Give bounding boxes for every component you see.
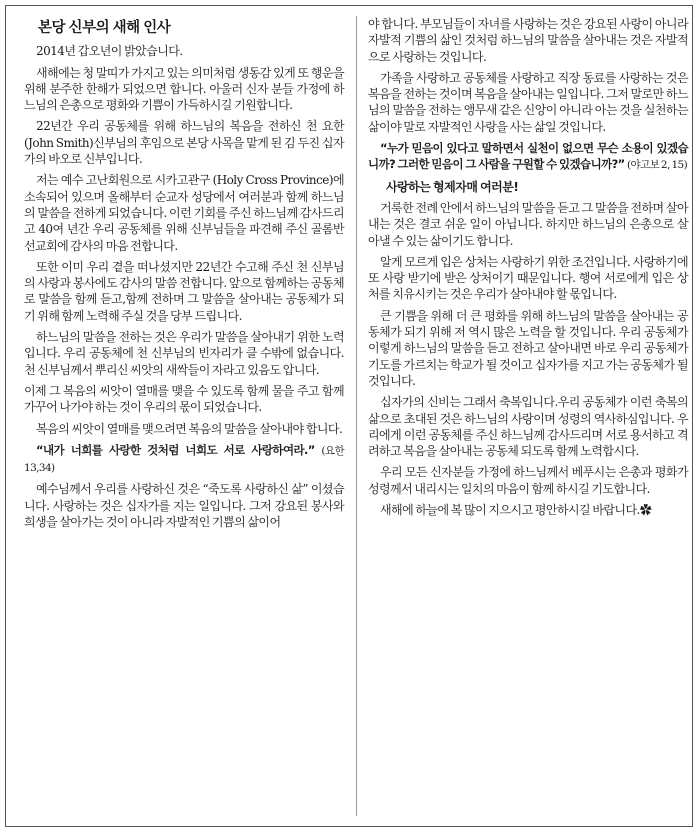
scripture-quote-james: [368, 140, 688, 174]
paragraph-thanks: 또한 이미 우리 곁을 떠나셨지만 22년간 수고해 주신 천 신부님의 사랑과 봉사에도 감사의 말씀 전합니다. 앞으로 함께하는 공동체로 말씀을 함께 듣고,함께 전하며 그 말씀을 살아내는 공동체가 되기 위해 함께 노력해 주실 것을 당부 드립니다.: [24, 259, 344, 323]
paragraph-effort: 큰 기쁨을 위해 더 큰 평화를 위해 하느님의 말씀을 살아내는 공동체가 되기 위해 저 역시 많은 노력을 할 것입니다. 우리 공동체가 이렇게 하느님의 말씀을 듣고 전하고 살아내면 바로 우리 공동체가 기도를 가르치는 학교가 될 것이고 십자가를 지고 가는 공동체가 될 것입니다.: [368, 308, 688, 388]
scripture-quote-john: [24, 442, 344, 477]
paragraph-liturgy: 거룩한 전례 안에서 하느님의 말씀을 듣고 그 말씀을 전하며 살아내는 것은 결코 쉬운 일이 아닙니다. 하지만 하느님의 은총으로 살아낼 수 있는 삶이기도 합니다.: [368, 200, 688, 248]
subheading: 사랑하는 형제자매 여러분!: [386, 179, 519, 194]
paragraph-introduction: 22년간 우리 공동체를 위해 하느님의 복음을 전하신 천 요한(John Smith)신부님의 후임으로 본당 사목을 맡게 된 김 두진 십자가의 바오로 신부입니다.: [24, 119, 344, 167]
quote-reference: (요한 13,34): [24, 444, 344, 475]
quote-reference: (야고보 2, 15): [627, 159, 688, 172]
bulletin-page: [5, 5, 693, 827]
paragraph-loving-family: 가족을 사랑하고 공동체를 사랑하고 직장 동료를 사랑하는 것은 복음을 전하는 것이며 복음을 살아내는 일입니다. 그저 말로만 하느님의 말씀을 전하는 앵무새 같은 신앙이 아니라 아는 것을 실천하는 삶이야 말로 자발적인 사랑을 사는 삶일 것입니다.: [368, 70, 688, 134]
paragraph-wounds: 알게 모르게 입은 상처는 사랑하기 위한 조건입니다. 사랑하기에 또 사랑 받기에 받은 상처이기 때문입니다. 행여 서로에게 입은 상처를 치유시키는 것은 우리가 살아내야 할 몫입니다.: [368, 254, 688, 302]
paragraph-new-year-wish: 새해에는 청 말띠가 가지고 있는 의미처럼 생동감 있게 또 행운을 위해 분주한 한해가 되었으면 합니다. 아울러 신자 분들 가정에 하느님의 은총으로 평화와 기쁨이 가득하시길 기원합니다.: [24, 65, 344, 113]
paragraph-jesus-love: 예수님께서 우리를 사랑하신 것은 “죽도록 사랑하신 삶” 이셨습니다. 사랑하는 것은 십자가를 지는 일입니다. 그저 강요된 봉사와 희생을 살아가는 것이 아니라 자발적인 기쁨의 삶이어: [24, 482, 344, 530]
paragraph-cross-mystery: 십자가의 신비는 그래서 축복입니다.우리 공동체가 이런 축복의 삶으로 초대된 것은 하느님의 사랑이며 성령의 역사하심입니다. 우리에게 이런 공동체를 주신 하느님께 감사드리며 서로 용서하고 격려하고 복음을 살아내는 공동체 되도록 함께 노력합시다.: [368, 395, 688, 459]
quote-text: “누가 믿음이 있다고 말하면서 실천이 없으면 무슨 소용이 있겠습니까? 그러한 믿음이 그 사람을 구원할 수 있겠습니까?”: [368, 141, 688, 172]
closing-text: 새해에 하늘에 복 많이 지으시고 평안하시길 바랍니다.: [380, 503, 640, 518]
left-column: [24, 20, 344, 535]
paragraph-living-word: 하느님의 말씀을 전하는 것은 우리가 말씀을 살아내기 위한 노력입니다. 우리 공동체에 천 신부님의 빈자리가 클 수밖에 없습니다. 천 신부님께서 뿌리신 씨앗의 새싹들이 자라고 있음도 압니다.: [24, 330, 344, 377]
article-title: 본당 신부의 새해 인사: [38, 20, 171, 36]
paragraph-our-share: 이제 그 복음의 씨앗이 열매를 맺을 수 있도록 함께 물을 주고 함께 가꾸어 나가야 하는 것이 우리의 몫이 되었습니다.: [24, 383, 344, 415]
paragraph-continued: 야 합니다. 부모님들이 자녀를 사랑하는 것은 강요된 사랑이 아니라 자발적 기쁨의 삶인 것처럼 하느님의 말씀을 살아내는 것은 자발적으로 사랑하는 것입니다.: [368, 17, 688, 64]
paragraph-gospel-fruit: 복음의 씨앗이 열매를 맺으려면 복음의 말씀을 살아내야 합니다.: [36, 421, 343, 436]
paragraph-greeting: 2014년 갑오년이 밝았습니다.: [36, 44, 183, 59]
paragraph-closing: [368, 502, 688, 518]
paragraph-prayer: 우리 모든 신자분들 가정에 하느님께서 베푸시는 은총과 평화가 성령께서 내리시는 일치의 마음이 함께 하시길 기도합니다.: [368, 465, 688, 496]
quote-text: “내가 너희를 사랑한 것처럼 너희도 서로 사랑하여라.”: [36, 442, 315, 457]
column-divider: [356, 16, 357, 816]
paragraph-passionist: 저는 예수 고난회원으로 시카고관구 (Holy Cross Province)에 소속되어 있으며 올해부터 순교자 성당에서 여러분과 함께 하느님의 말씀을 전하게 되었습니다. 이런 기회를 주신 하느님께 감사드리고 40여 년간 우리 공동체를 위해 신부님들을 파견해 주신 골롬반 선교회에 감사의 마음 전합니다.: [24, 173, 344, 253]
flower-icon: ✿: [639, 503, 652, 518]
right-column: [368, 16, 688, 523]
